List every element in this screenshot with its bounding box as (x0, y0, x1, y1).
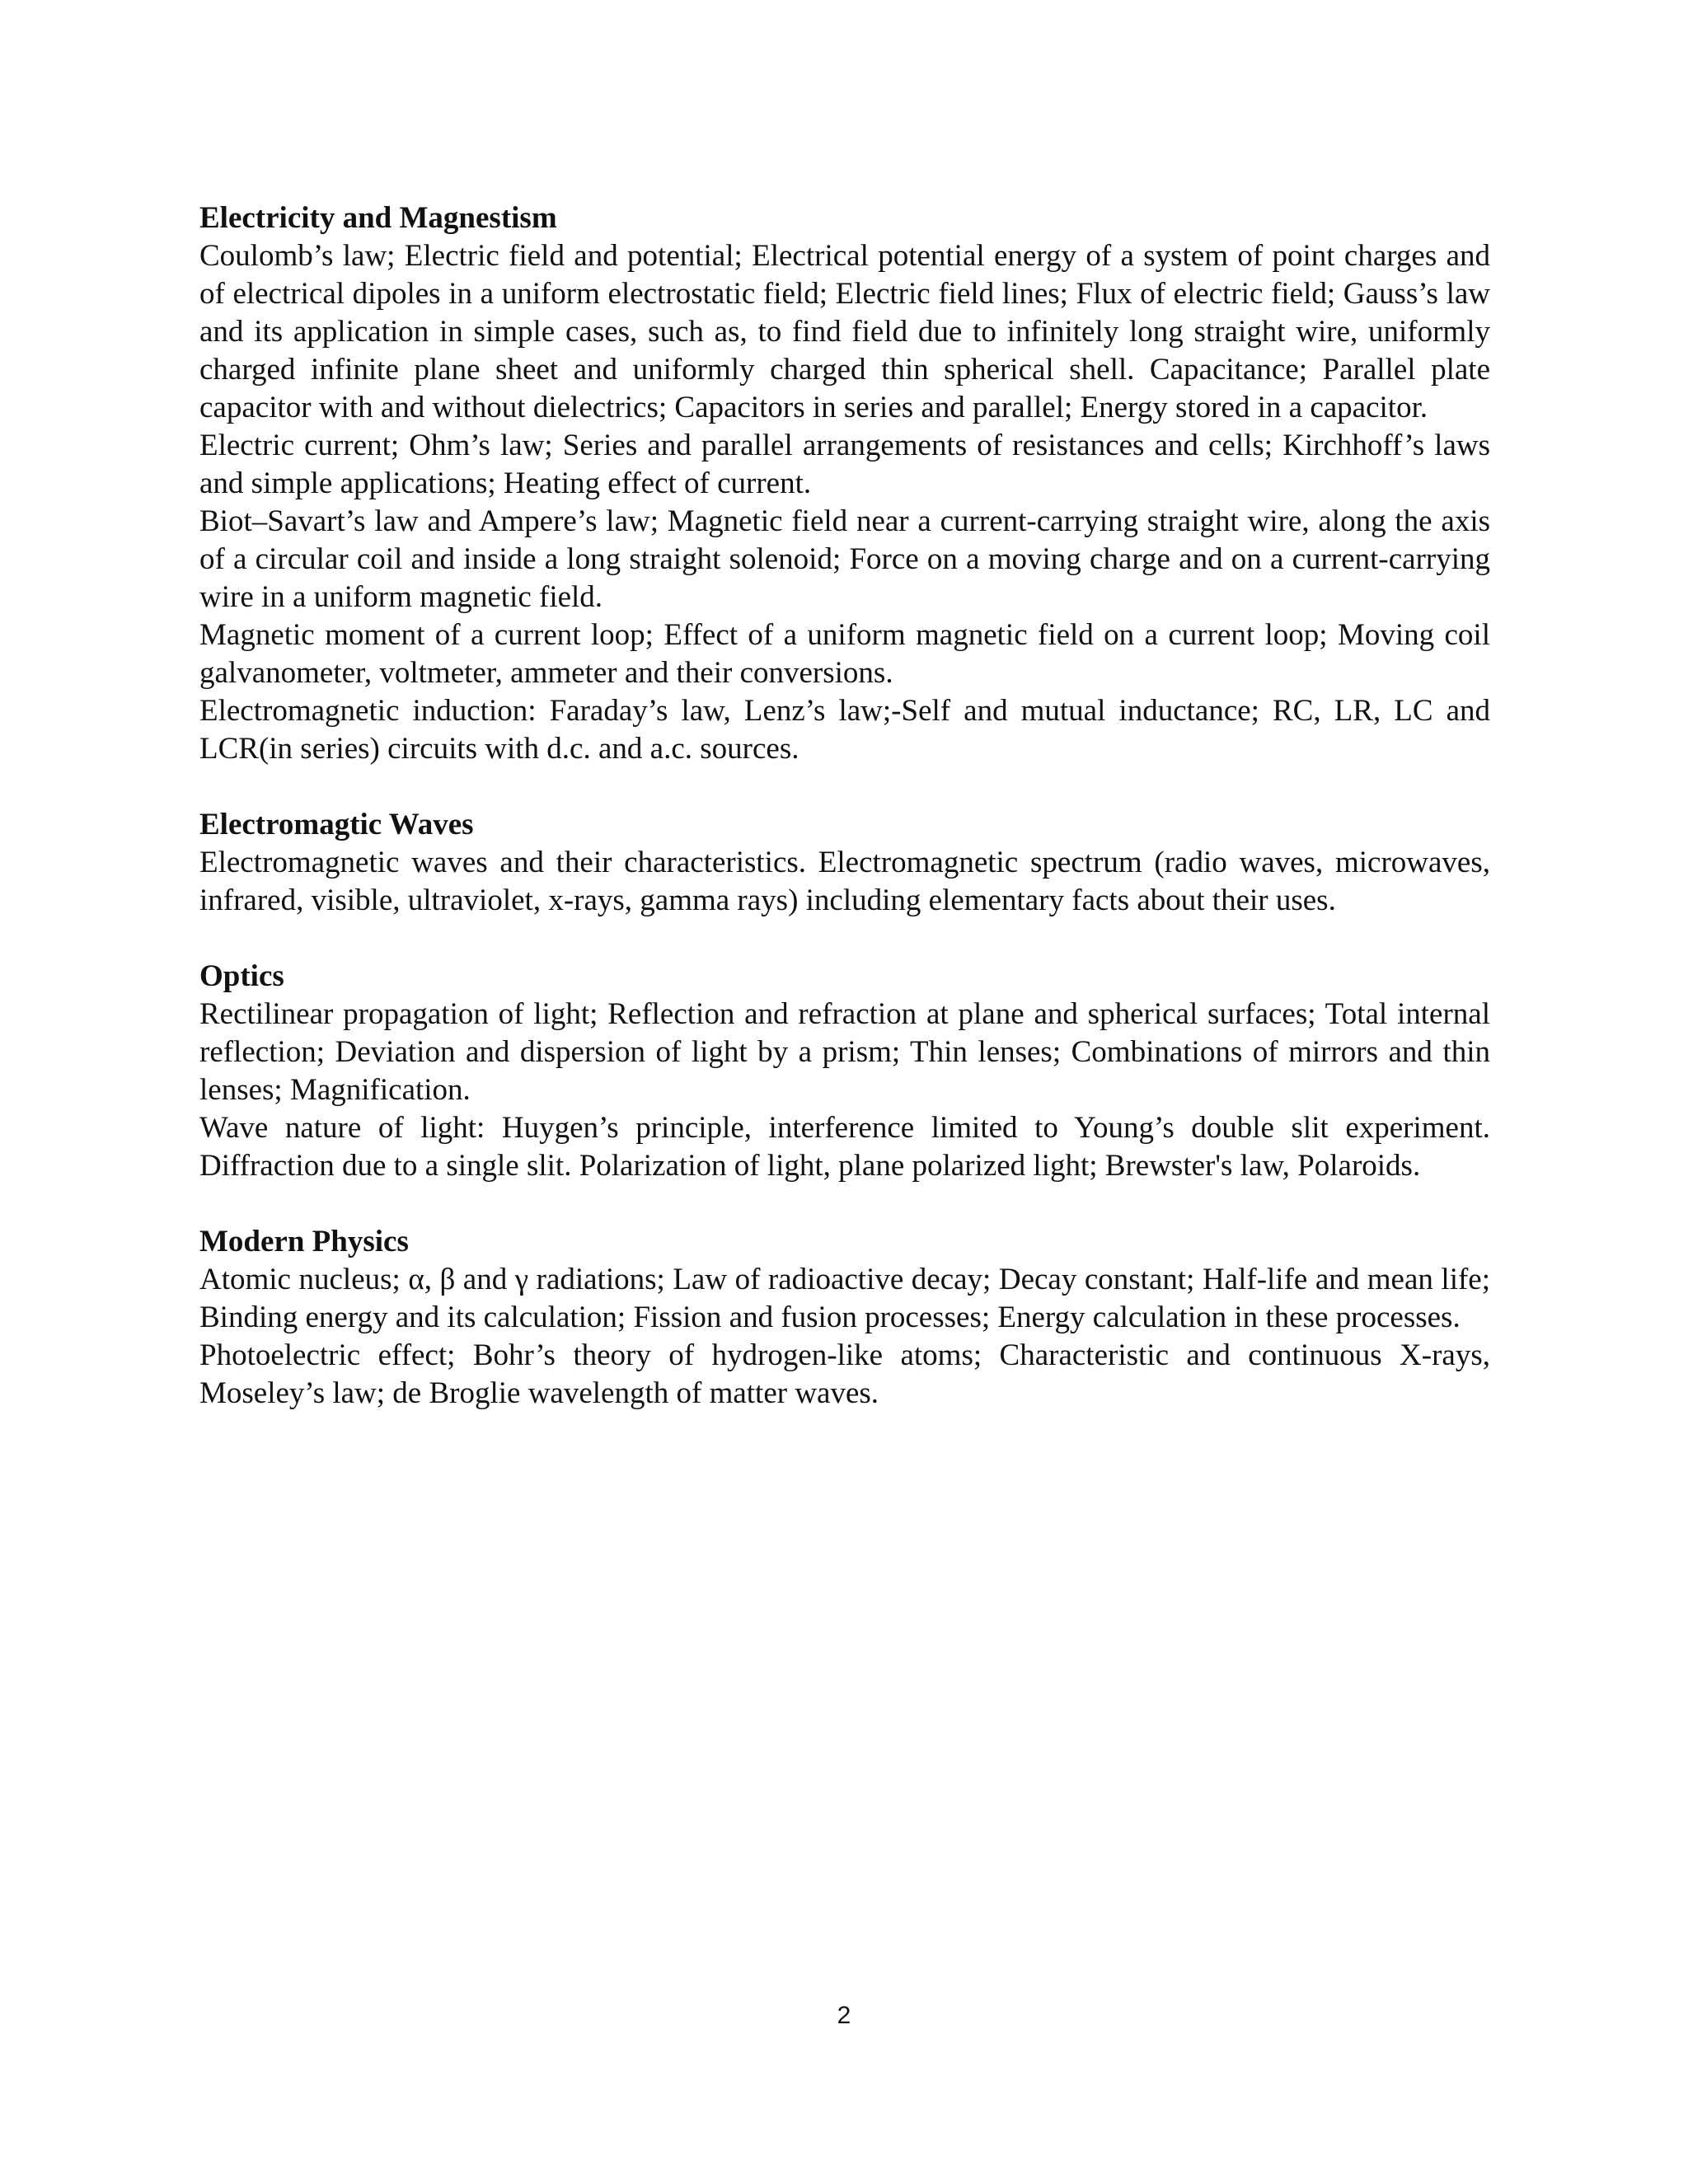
section-electricity-magnetism (199, 199, 1490, 768)
document-page (199, 199, 1490, 1451)
section-heading: Modern Physics (199, 1225, 409, 1258)
section-paragraph: Atomic nucleus; α, β and γ radiations; Law of radioactive decay; Decay constant; Half-life and mean life; Binding energy and its calculation; Fission and fusion processes; Energy calculation in these processes. (199, 1263, 1490, 1334)
section-paragraph: Magnetic moment of a current loop; Effect of a uniform magnetic field on a current loop; Moving coil galvanometer, voltmeter, ammeter and their conversions. (199, 618, 1490, 690)
section-paragraph: Biot–Savart’s law and Ampere’s law; Magnetic field near a current-carrying straight wire, along the axis of a circular coil and inside a long straight solenoid; Force on a moving charge and on a current-carrying wire in a uniform magnetic field. (199, 504, 1490, 614)
section-heading: Electricity and Magnestism (199, 201, 557, 235)
section-paragraph: Electromagnetic waves and their characteristics. Electromagnetic spectrum (radio waves, microwaves, infrared, visible, ultraviolet, x-rays, gamma rays) including elementary facts about their uses. (199, 846, 1490, 917)
section-heading: Optics (199, 959, 284, 993)
section-heading: Electromagtic Waves (199, 808, 474, 841)
section-paragraph: Electromagnetic induction: Faraday’s law, Lenz’s law;-Self and mutual inductance; RC, LR, LC and LCR(in series) circuits with d.c. and a.c. sources. (199, 694, 1490, 766)
section-optics (199, 958, 1490, 1185)
section-paragraph: Coulomb’s law; Electric field and potential; Electrical potential energy of a system of point charges and of electrical dipoles in a uniform electrostatic field; Electric field lines; Flux of electric field; Gauss’s law and its application in simple cases, such as, to find field due to infinitely long straight wire, uniformly charged infinite plane sheet and uniformly charged thin spherical shell. Capacitance; Parallel plate capacitor with and without dielectrics; Capacitors in series and parallel; Energy stored in a capacitor. (199, 239, 1490, 424)
section-modern-physics (199, 1223, 1490, 1413)
section-paragraph: Wave nature of light: Huygen’s principle, interference limited to Young’s double slit experiment. Diffraction due to a single slit. Polarization of light, plane polarized light; Brewster's law, Polaroids. (199, 1111, 1490, 1183)
section-paragraph: Electric current; Ohm’s law; Series and parallel arrangements of resistances and cells; Kirchhoff’s laws and simple applications; Heating effect of current. (199, 429, 1490, 500)
section-electromagnetic-waves (199, 806, 1490, 920)
section-paragraph: Photoelectric effect; Bohr’s theory of hydrogen-like atoms; Characteristic and continuous X-rays, Moseley’s law; de Broglie wavelength of matter waves. (199, 1338, 1490, 1410)
page-number: 2 (837, 2002, 851, 2029)
section-paragraph: Rectilinear propagation of light; Reflection and refraction at plane and spherical surfaces; Total internal reflection; Deviation and dispersion of light by a prism; Thin lenses; Combinations of mirrors and thin lenses; Magnification. (199, 997, 1490, 1107)
